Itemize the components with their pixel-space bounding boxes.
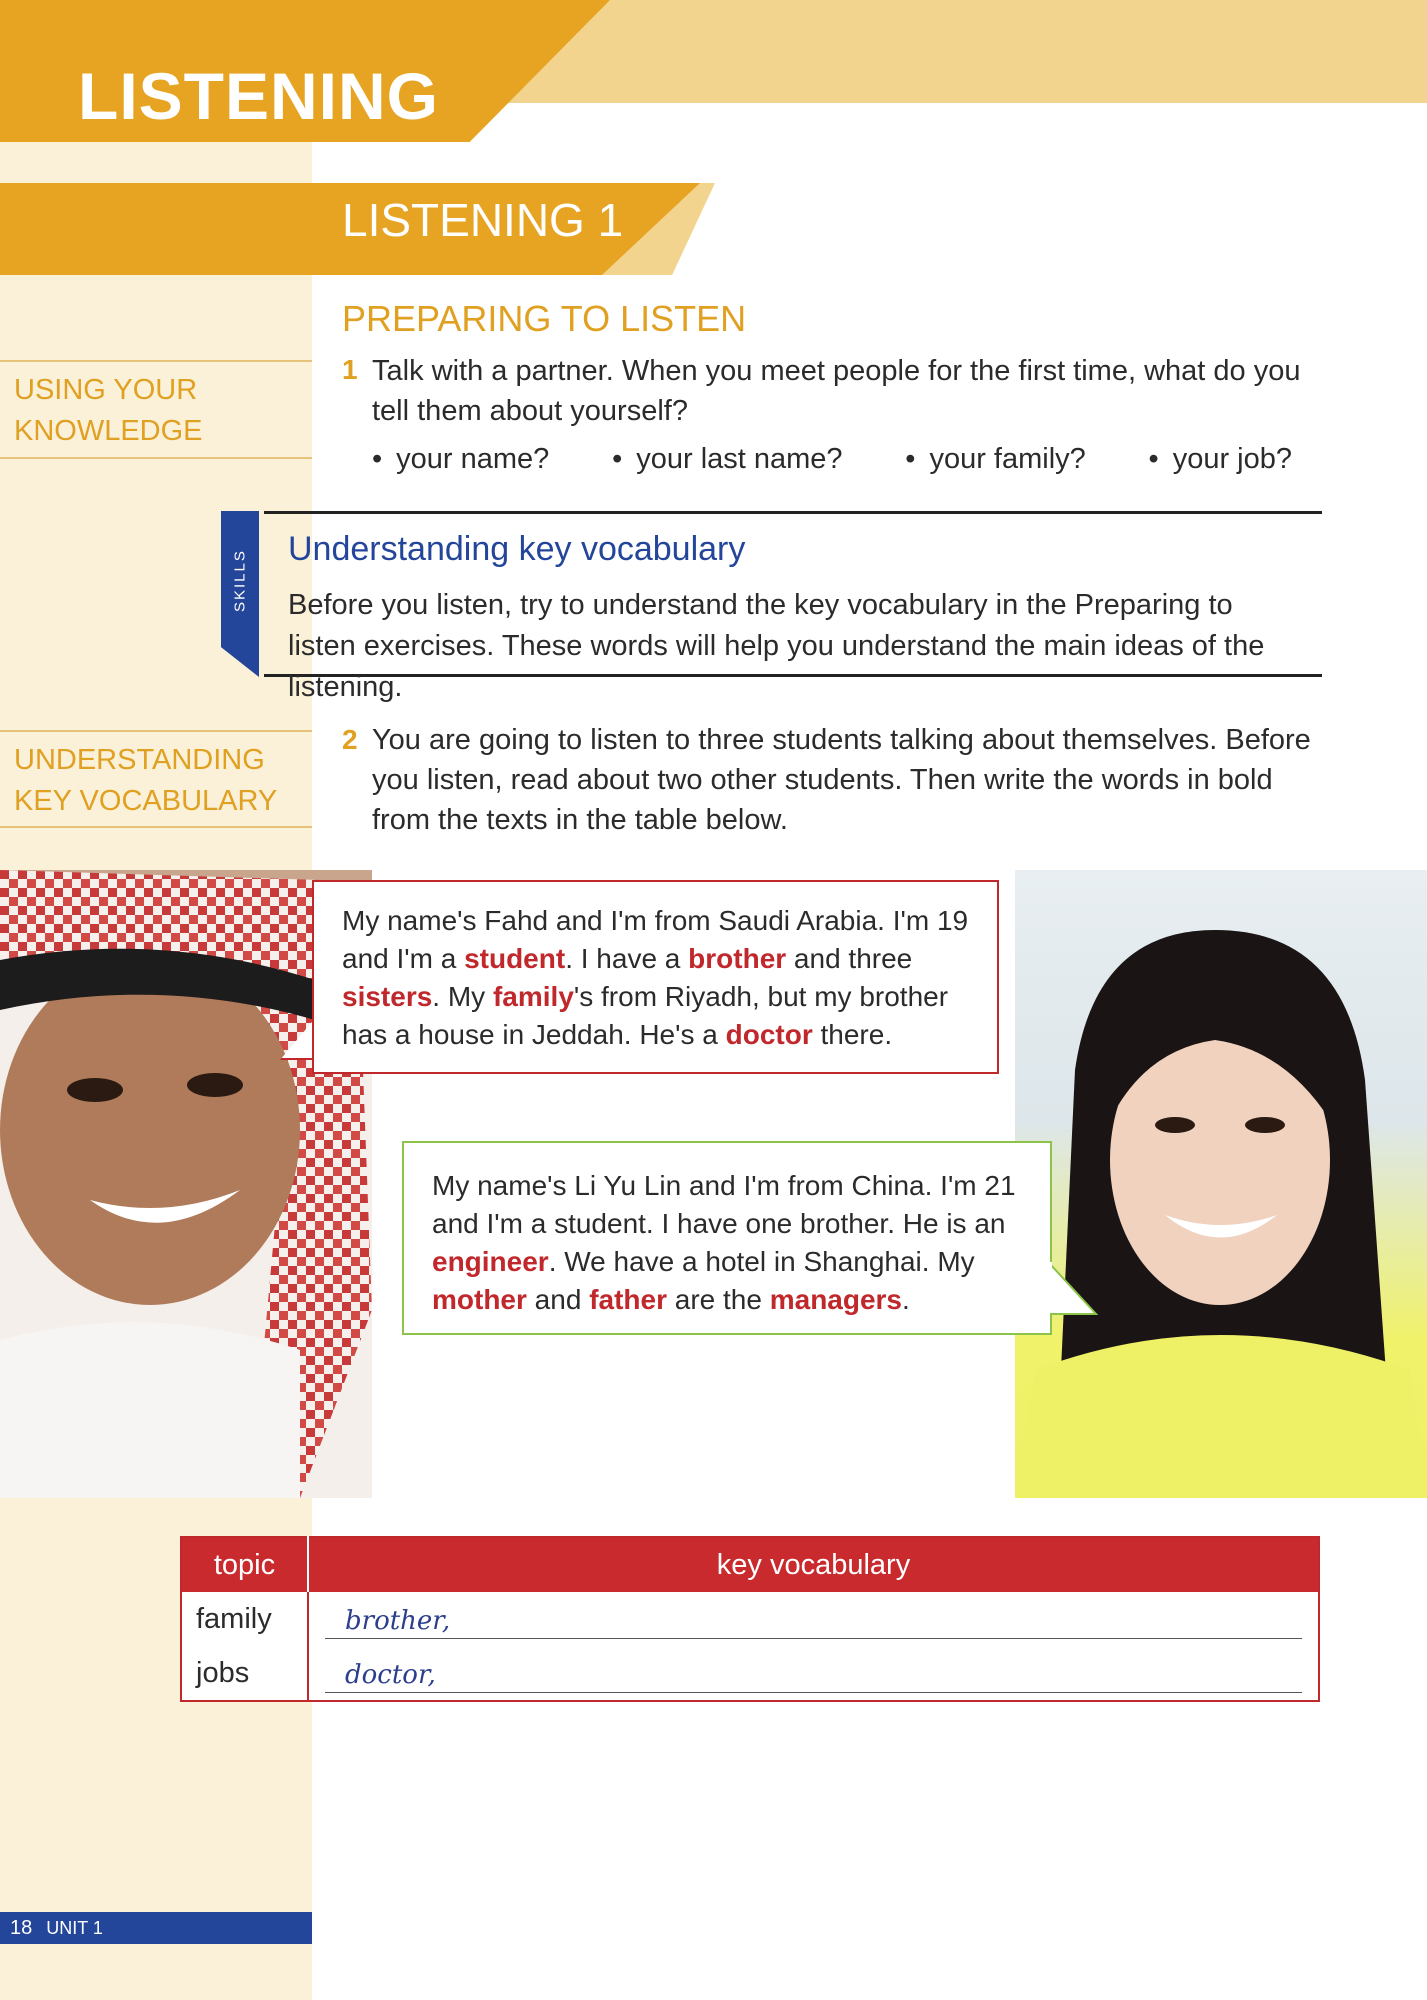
question-1-text: Talk with a partner. When you meet people for the first time, what do you tell them about yourself? <box>372 355 1301 427</box>
bubble-text: and three <box>786 943 913 974</box>
bullet-item: • your last name? <box>612 443 842 476</box>
vocabulary-table <box>180 1536 1320 1702</box>
photo-li-illustration <box>1015 870 1427 1498</box>
sidebar-divider <box>0 730 312 732</box>
unit-label: UNIT 1 <box>46 1918 103 1938</box>
section-title: LISTENING 1 <box>342 194 624 246</box>
vocab-word: engineer <box>432 1246 549 1277</box>
handwritten-answer: brother, <box>325 1600 1302 1639</box>
question-number: 1 <box>342 354 358 385</box>
sidebar-label-line: UNDERSTANDING <box>14 744 265 776</box>
bubble-text: . My <box>432 981 493 1012</box>
vocab-word: student <box>464 943 566 974</box>
sidebar-label-using-knowledge <box>14 370 203 452</box>
question-2-text: You are going to listen to three students talking about themselves. Before you listen, read about two other students. Then write the words in bold from the texts in the table below. <box>372 724 1311 836</box>
sidebar-divider <box>0 826 312 828</box>
bullet-item: • your family? <box>905 443 1085 476</box>
topic-cell: family <box>181 1592 308 1646</box>
vocab-word: brother <box>688 943 787 974</box>
vocab-word: doctor <box>725 1019 813 1050</box>
speech-bubble-fahd <box>312 880 999 1074</box>
speech-bubble-tail <box>1048 1262 1100 1318</box>
table-row <box>181 1646 1319 1701</box>
speech-bubble-li <box>402 1141 1052 1335</box>
preparing-heading: PREPARING TO LISTEN <box>342 298 747 339</box>
answer-line[interactable] <box>308 1646 1319 1701</box>
sidebar-divider <box>0 457 312 459</box>
bubble-text: and <box>526 1284 590 1315</box>
sidebar-label-line: USING YOUR <box>14 374 198 406</box>
page-title: LISTENING <box>78 59 440 133</box>
question-number: 2 <box>342 724 358 755</box>
vocab-word: mother <box>432 1284 527 1315</box>
skills-tab-label: SKILLS <box>231 549 249 613</box>
bullet-item: • your name? <box>372 443 549 476</box>
sidebar-divider <box>0 360 312 362</box>
bubble-text: 's from Riyadh, but my brother has a house in Jeddah. He's a <box>342 981 949 1050</box>
vocab-word: managers <box>769 1284 903 1315</box>
bubble-text: . We have a hotel in Shanghai. My <box>548 1246 975 1277</box>
bubble-text: My name's Fahd and I'm from Saudi Arabia. I'm 19 and I'm a <box>342 905 969 974</box>
bubble-text: there. <box>812 1019 893 1050</box>
photo-student-li-yu-lin <box>1015 870 1427 1498</box>
vocab-word: father <box>589 1284 667 1315</box>
topic-cell: jobs <box>181 1646 308 1701</box>
sidebar-label-line: KEY VOCABULARY <box>14 785 278 817</box>
vocab-word: family <box>492 981 574 1012</box>
bubble-text: My name's Li Yu Lin and I'm from China. I'm 21 and I'm a student. I have one brother. He is an <box>432 1170 1016 1239</box>
page-number: 18 <box>10 1917 33 1939</box>
table-row <box>181 1592 1319 1646</box>
bubble-text: . I have a <box>565 943 689 974</box>
column-header-key-vocabulary: key vocabulary <box>308 1537 1319 1592</box>
bubble-text: . <box>902 1284 910 1315</box>
page-footer <box>0 1912 312 1944</box>
question-1-bullets <box>372 443 1292 476</box>
vocab-word: sisters <box>342 981 433 1012</box>
handwritten-answer: doctor, <box>325 1654 1302 1693</box>
bullet-item: • your job? <box>1149 443 1292 476</box>
table-header-row <box>181 1537 1319 1592</box>
skills-title: Understanding key vocabulary <box>288 530 746 568</box>
column-header-topic: topic <box>181 1537 308 1592</box>
sidebar-label-key-vocabulary <box>14 740 277 822</box>
skills-text: Before you listen, try to understand the key vocabulary in the Preparing to listen exercises. These words will help you understand the main ideas of the listening. <box>288 589 1265 703</box>
bubble-text: are the <box>666 1284 770 1315</box>
sidebar-label-line: KNOWLEDGE <box>14 415 203 447</box>
answer-line[interactable] <box>308 1592 1319 1646</box>
